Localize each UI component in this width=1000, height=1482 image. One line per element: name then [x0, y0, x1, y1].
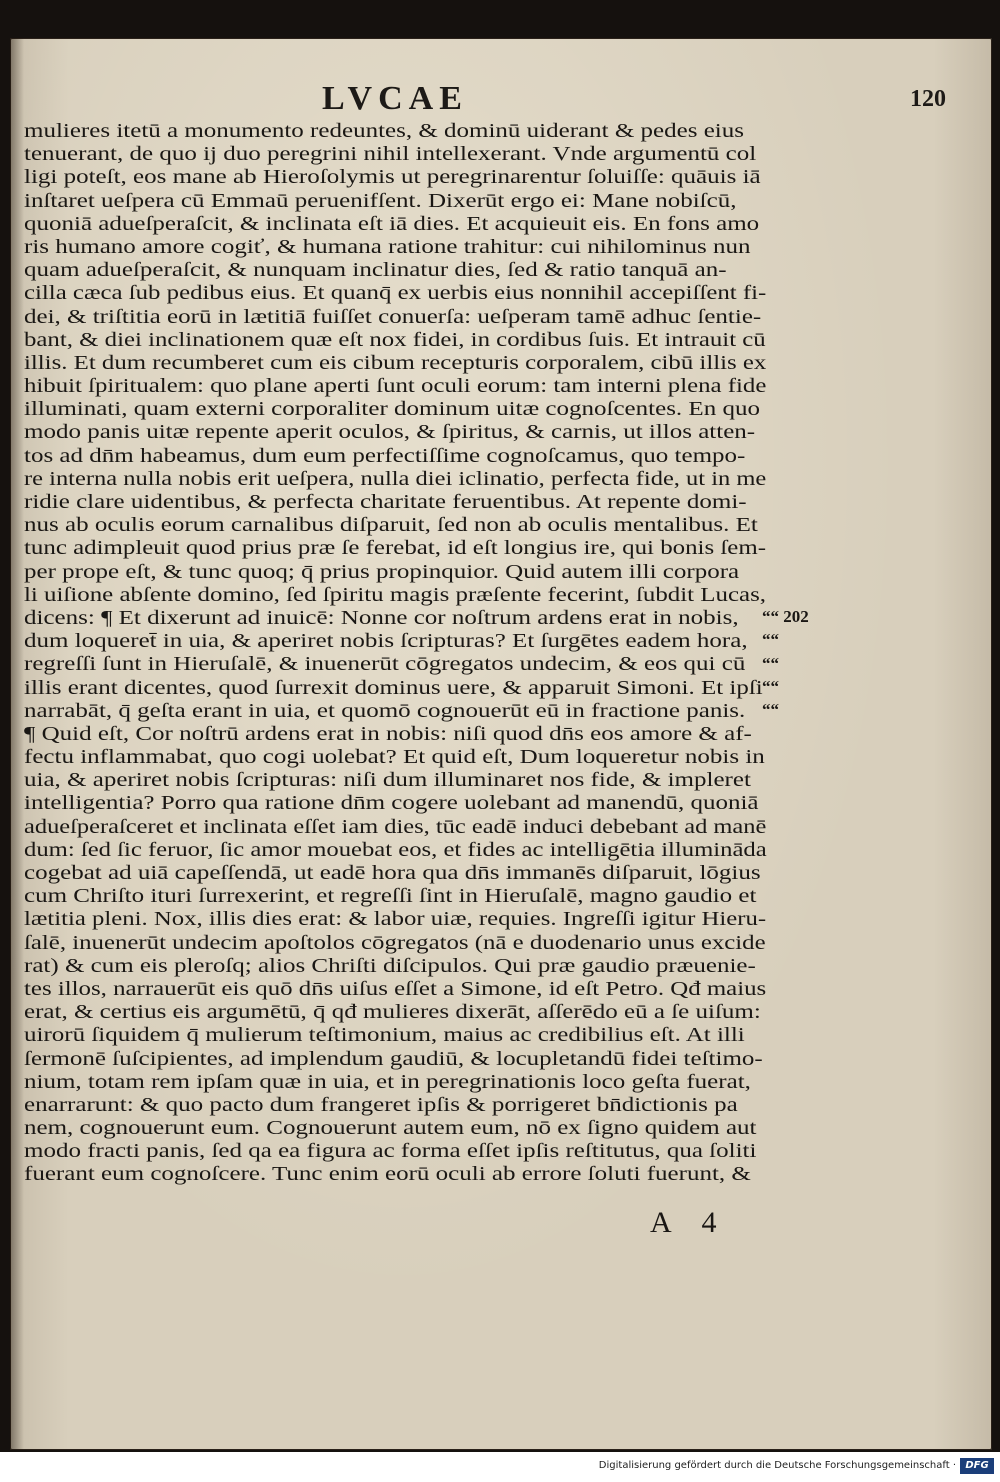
- margin-note: ““ 202: [762, 607, 809, 627]
- text-line: dum loqueret̄ in uia, & aperiret nobis ſcripturas? Et ſurgētes eadem hora,: [24, 630, 748, 653]
- text-line: cilla cæca ſub pedibus eius. Et quanq̄ ex uerbis eius nonnihil accepiſſent fi-: [24, 282, 767, 305]
- text-line: adueſperaſceret et inclinata eſſet iam dies, tūc eadē induci debebant ad manē: [24, 815, 767, 838]
- footer-bar: [0, 1452, 1000, 1482]
- text-line: lætitia pleni. Nox, illis dies erat: & labor uiæ, requies. Ingreſſi igitur Hieru-: [24, 908, 767, 931]
- text-line: cum Chriſto ituri ſurrexerint, et regreſſi ſint in Hieruſalē, magno gaudio et: [24, 885, 757, 908]
- text-line: per prope eſt, & tunc quoq; q̄ prius propinquior. Quid autem illi corpora: [24, 560, 740, 583]
- text-line: mulieres itetū a monumento redeuntes, & dominū uiderant & pedes eius: [24, 120, 744, 142]
- text-line: regreſſi ſunt in Hieruſalē, & inuenerūt cōgregatos undecim, & eos qui cū: [24, 653, 746, 676]
- text-line: erat, & certius eis argumētū, q̄ qđ mulieres dixerāt, aſſerēdo eū a ſe uiſum:: [24, 1001, 761, 1024]
- text-line: fectu inflammabat, quo cogi uolebat? Et quid eſt, Dum loqueretur nobis in: [24, 746, 765, 769]
- text-line: illis erant dicentes, quod ſurrexit dominus uere, & apparuit Simoni. Et ipſi: [24, 676, 763, 699]
- text-line: inſtaret ueſpera cū Emmaū peruenifſent. Dixerūt ergo ei: Mane nobiſcū,: [24, 189, 737, 212]
- text-line: cogebat ad uiā capeſſendā, ut eadē hora qua dn̄s immanēs diſparuit, lōgius: [24, 862, 761, 884]
- text-line: uia, & aperiret nobis ſcripturas: niſi dum illuminaret nos fide, & impleret: [24, 769, 751, 792]
- text-line: ligi poteſt, eos mane ab Hieroſolymis ut peregrinarentur ſoluiſſe: quāuis iā: [24, 166, 761, 189]
- text-line: illuminati, quam externi corporaliter dominum uitæ cognoſcentes. En quo: [24, 398, 760, 421]
- text-line: dei, & triſtitia eorū in lætitiā fuiſſet conuerſa: ueſperam tamē adhuc ſentie-: [24, 305, 762, 328]
- text-line: tos ad dn̄m habeamus, dum eum perfectiſſime cognoſcamus, quo tempo-: [24, 444, 746, 467]
- text-line: tenuerant, de quo ij duo peregrini nihil intellexerant. Vnde argumentū col: [24, 143, 757, 166]
- text-line: nium, totam rem ipſam quæ in uia, et in peregrinationis loco geſta fuerat,: [24, 1070, 751, 1093]
- running-title: LVCAE: [322, 80, 468, 117]
- text-line: re interna nulla nobis erit ueſpera, nulla diei iclinatio, perfecta fide, ut in me: [24, 467, 767, 490]
- text-line: ſermonē ſuſcipientes, ad implendum gaudiū, & locupletandū fidei teſtimo-: [24, 1047, 763, 1070]
- signature-mark: A 4: [650, 1206, 729, 1239]
- text-line: enarrarunt: & quo pacto dum frangeret ipſis & porrigeret bn̄dictionis pa: [24, 1093, 738, 1116]
- text-line: quoniā adueſperaſcit, & inclinata eſt iā dies. Et acquieuit eis. En fons amo: [24, 212, 760, 235]
- text-line: tunc adimpleuit quod prius præ ſe ferebat, id eſt longius ire, qui bonis ſem-: [24, 537, 767, 560]
- text-line: illis. Et dum recumberet cum eis cibum recepturis corporalem, cibū illis ex: [24, 351, 767, 374]
- text-line: uirorū ſiquidem q̄ mulierum teſtimonium, maius ac credibilius eſt. At illi: [24, 1024, 745, 1047]
- funding-text: Digitalisierung gefördert durch die Deutsche Forschungsgemeinschaft ·: [598, 1460, 956, 1471]
- text-line: rat) & cum eis pleroſq; alios Chriſti diſcipulos. Qui præ gaudio præuenie-: [24, 954, 756, 977]
- text-line: quam adueſperaſcit, & nunquam inclinatur dies, ſed & ratio tanquā an-: [24, 259, 727, 282]
- text-line: ridie clare uidentibus, & perfecta charitate feruentibus. At repente domi-: [24, 491, 747, 513]
- text-line: hibuit ſpiritualem: quo plane aperti ſunt oculi eorum: tam interni plena fide: [24, 375, 767, 398]
- text-line: dicens: ¶ Et dixerunt ad inuicē: Nonne cor noſtrum ardens erat in nobis,: [24, 606, 739, 629]
- margin-note: ““: [762, 700, 779, 719]
- text-line: tes illos, narrauerūt eis quō dn̄s uiſus eſſet a Simone, id eſt Petro. Qđ maius: [24, 977, 767, 1000]
- text-line: modo panis uitæ repente aperit oculos, & ſpiritus, & carnis, ut illos atten-: [24, 421, 756, 444]
- text-line: nus ab oculis eorum carnalibus diſparuit, ſed non ab oculis mentalibus. Et: [24, 514, 758, 537]
- text-line: li uiſione abſente domino, ſed ſpiritu magis præſente fecerint, ſubdit Lucas,: [24, 583, 766, 606]
- text-line: intelligentia? Porro qua ratione dn̄m cogere uolebant ad manendū, quoniā: [24, 792, 759, 815]
- text-line: fuerant eum cognoſcere. Tunc enim eorū oculi ab errore ſoluti fuerunt, &: [24, 1163, 751, 1186]
- text-line: bant, & diei inclinationem quæ eſt nox fidei, in cordibus ſuis. Et intrauit cū: [24, 328, 766, 351]
- main-text-block: [24, 120, 784, 1187]
- margin-note: ““: [762, 676, 779, 696]
- text-line: modo fracti panis, ſed qa ea figura ac forma eſſet ipſis reſtitutus, qua ſoliti: [24, 1140, 757, 1163]
- text-line: nem, cognouerunt eum. Cognouerunt autem eum, nō ex ſigno quidem aut: [24, 1117, 757, 1140]
- text-line: narrabāt, q̄ geſta erant in uia, et quomō cognouerūt eū in fractione panis.: [24, 699, 746, 722]
- margin-note: ““: [762, 630, 779, 650]
- gutter-shadow: [10, 38, 24, 1450]
- text-line: ¶ Quid eſt, Cor noſtrū ardens erat in nobis: niſi quod dn̄s eos amore & af-: [24, 722, 752, 745]
- running-head: [0, 80, 1000, 120]
- text-line: dum: ſed ſic feruor, ſic amor mouebat eos, et fides ac intelligētia illumināda: [24, 838, 767, 861]
- text-line: ſalē, inuenerūt undecim apoſtolos cōgregatos (nā e duodenario unus excide: [24, 931, 766, 954]
- folio-number: 120: [910, 86, 946, 112]
- margin-note: ““: [762, 653, 779, 673]
- text-line: ris humano amore cogiť, & humana ratione trahitur: cui nihilominus nun: [24, 235, 751, 258]
- dfg-logo: DFG: [960, 1458, 994, 1474]
